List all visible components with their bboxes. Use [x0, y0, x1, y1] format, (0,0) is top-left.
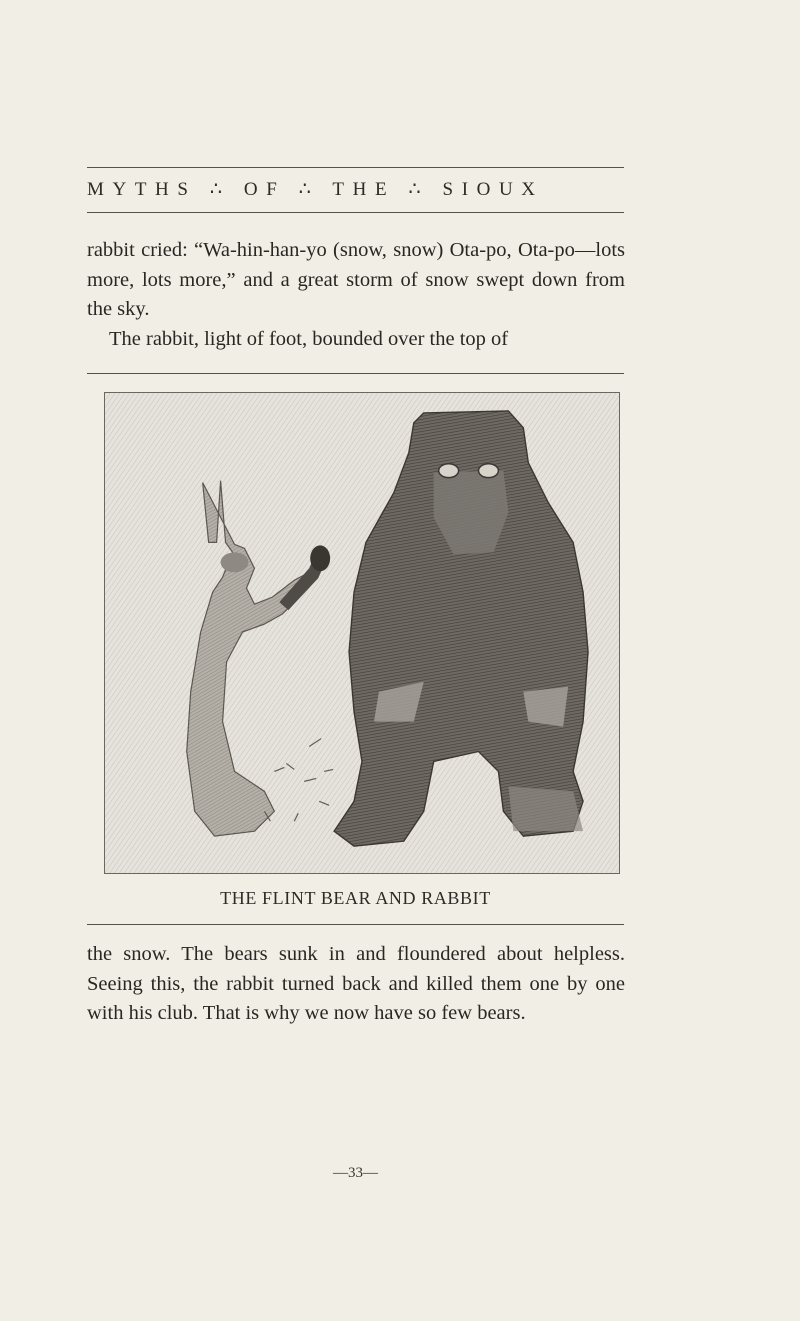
- page-number: —33—: [333, 1165, 378, 1181]
- paragraph-rabbit-bounded: The rabbit, light of foot, bounded over the top of: [109, 328, 509, 350]
- bear-eye-right: [479, 464, 499, 478]
- header-rule: [87, 212, 624, 213]
- plate-top-rule: [87, 373, 624, 374]
- running-head: MYTHS ∴ OF ∴ THE ∴ SIOUX: [87, 179, 544, 200]
- top-rule: [87, 167, 624, 168]
- caption-rule: [87, 924, 624, 925]
- flint-bear-and-rabbit-drawing: [105, 393, 619, 873]
- illustration-plate: [104, 392, 620, 874]
- paragraph-ending: the snow. The bears sunk in and floundered about helpless. Seeing this, the rabbit turned back and killed them one by one with his club. That is why we now have so few bears.: [87, 943, 625, 1024]
- bear-eye-left: [439, 464, 459, 478]
- paragraph-continued: rabbit cried: “Wa-hin-han-yo (snow, snow) Ota-po, Ota-po—lots more, lots more,” and a great storm of snow swept down from the sky.: [87, 239, 625, 320]
- illustration-caption: THE FLINT BEAR AND RABBIT: [220, 888, 491, 908]
